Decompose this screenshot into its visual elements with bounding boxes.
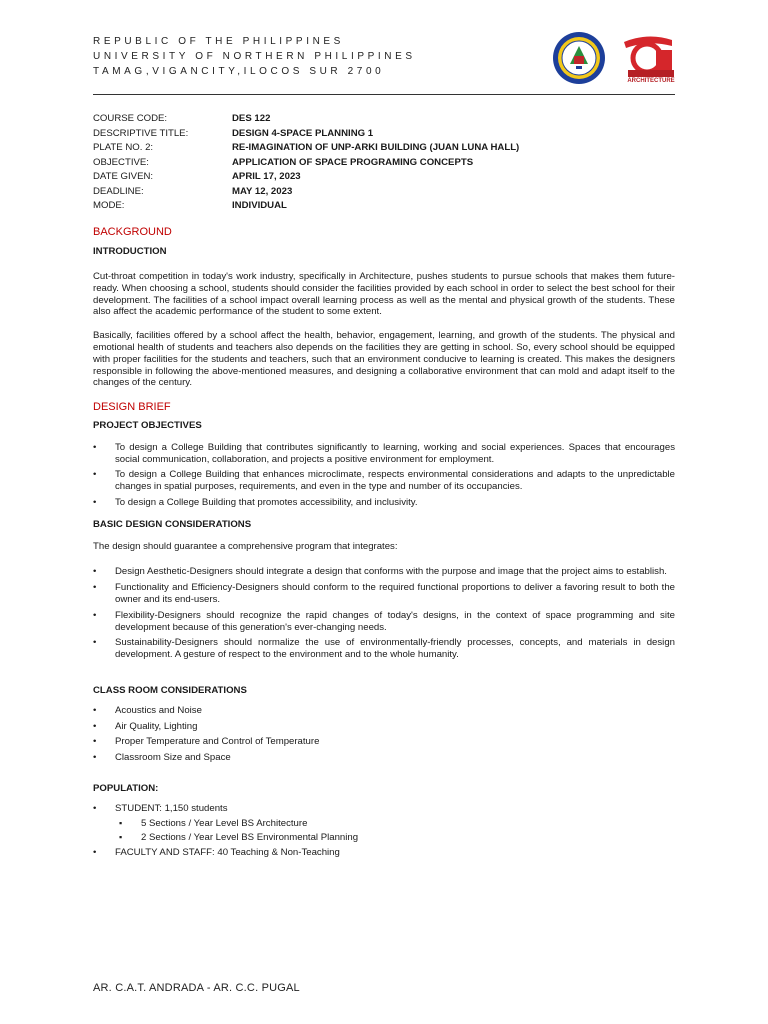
architecture-logo-icon xyxy=(624,36,675,84)
paragraph: Cut-throat competition in today's work industry, specifically in Architecture, pushes students to pursue schools that makes them future-ready. When choosing a school, students should consider the facilities provided by each school in order to select the best school for their development. The facilities of a school impact overall learning process as well as the mental and physical growth of the students. These also affect the academic performance of the student to some extent. xyxy=(93,271,675,318)
svg-text:ARCHITECTURE: ARCHITECTURE xyxy=(627,78,675,84)
document-body xyxy=(93,112,675,859)
list-item: • Classroom Size and Space xyxy=(93,752,675,764)
info-value: RE-IMAGINATION OF UNP-ARKI BUILDING (JUAN LUNA HALL) xyxy=(232,142,520,154)
info-row xyxy=(93,185,675,200)
unp-seal-icon xyxy=(553,32,605,84)
student-count: 1,150 students xyxy=(164,802,228,814)
population-list xyxy=(93,803,675,859)
logos xyxy=(552,30,682,86)
info-row xyxy=(93,156,675,171)
list-item: • Air Quality, Lighting xyxy=(93,721,675,733)
list-item xyxy=(93,637,675,661)
info-value: APRIL 17, 2023 xyxy=(232,171,301,183)
list-item xyxy=(93,847,675,859)
list-item xyxy=(117,818,675,830)
info-label: PLATE NO. 2: xyxy=(93,142,154,154)
term: Flexibility- xyxy=(115,609,158,621)
basic-considerations-list xyxy=(93,566,675,661)
subtitle-population: POPULATION: xyxy=(93,783,159,794)
list-item xyxy=(93,610,675,634)
faculty-label: FACULTY AND STAFF: xyxy=(115,847,218,859)
info-value: MAY 12, 2023 xyxy=(232,185,293,197)
course-info xyxy=(93,112,675,214)
term: Sustainability- xyxy=(115,637,175,649)
subtitle-basic-design: BASIC DESIGN CONSIDERATIONS xyxy=(93,518,252,530)
info-value: DESIGN 4-SPACE PLANNING 1 xyxy=(232,127,374,139)
section-count: 2 xyxy=(141,832,147,844)
info-value: APPLICATION OF SPACE PROGRAMING CONCEPTS xyxy=(232,156,474,168)
header-university: UNIVERSITY OF NORTHERN PHILIPPINES xyxy=(93,51,416,62)
term-description: Designers should conform to the required functional proportions to deliver a favoring result to both the owner and its end-users. xyxy=(115,582,675,606)
subtitle-introduction: INTRODUCTION xyxy=(93,246,167,258)
subtitle-classroom: CLASS ROOM CONSIDERATIONS xyxy=(93,685,247,697)
faculty-count: 40 Teaching & Non-Teaching xyxy=(217,847,340,859)
info-label: DESCRIPTIVE TITLE: xyxy=(93,127,189,139)
term: Design Aesthetic- xyxy=(115,566,190,578)
classroom-list xyxy=(93,705,675,764)
paragraph: Basically, facilities offered by a school affect the health, behavior, engagement, learning, and growth of the students. The physical and emotional health of students and teachers also depends on the facilities they are getting in school. So, every school should be equipped with proper facilities for the students and teachers, such that an environment conducive to learning is created. This makes the designers responsible in following the above-mentioned measures, and designing a collaborative environment that can mold and adapt itself to the changes of the century. xyxy=(93,330,675,389)
list-item: • To design a College Building that contributes significantly to learning, working and social experiences. Spaces that encourages social communication, collaboration, and projects a positive environment for employment. xyxy=(93,442,675,466)
info-row xyxy=(93,199,675,214)
header-rule xyxy=(93,94,675,95)
list-item xyxy=(93,582,675,606)
info-value: INDIVIDUAL xyxy=(232,200,287,212)
footer-authors: AR. C.A.T. ANDRADA - AR. C.C. PUGAL xyxy=(93,982,300,994)
list-item: • Proper Temperature and Control of Temperature xyxy=(93,736,675,748)
term: Functionality and Efficiency- xyxy=(115,582,236,594)
info-row xyxy=(93,170,675,185)
list-item xyxy=(117,832,675,844)
info-label: DEADLINE: xyxy=(93,185,144,197)
list-item xyxy=(93,803,675,844)
info-label: DATE GIVEN: xyxy=(93,171,154,183)
subtitle-project-objectives: PROJECT OBJECTIVES xyxy=(93,420,202,432)
list-item: • Acoustics and Noise xyxy=(93,705,675,717)
list-item: • To design a College Building that promotes accessibility, and inclusivity. xyxy=(93,497,675,509)
info-row xyxy=(93,141,675,156)
objectives-list xyxy=(93,442,675,509)
info-row xyxy=(93,127,675,142)
info-row xyxy=(93,112,675,127)
section-text: Sections / Year Level BS Environmental Planning xyxy=(146,832,359,844)
header-republic: REPUBLIC OF THE PHILIPPINES xyxy=(93,36,344,47)
info-label: COURSE CODE: xyxy=(93,113,168,125)
sections-list xyxy=(117,818,675,845)
term-description: Designers should integrate a design that conforms with the purpose and image that the project aims to establish. xyxy=(189,566,667,578)
section-count: 5 xyxy=(141,817,147,829)
term-description: Designers should recognize the rapid changes of today's designs, in the context of space programming and site development because of this generation's ever-changing needs. xyxy=(115,609,675,633)
list-item: • To design a College Building that enhances microclimate, respects environmental considerations and adapts to the unpredictable changes in spatial purposes, requirements, and even in the type and number of its occupancies. xyxy=(93,469,675,493)
student-label: STUDENT: xyxy=(115,802,165,814)
section-title-background: BACKGROUND xyxy=(93,225,172,238)
info-value: DES 122 xyxy=(232,113,271,125)
header-address: TAMAG,VIGANCITY,ILOCOS SUR 2700 xyxy=(93,66,385,77)
paragraph: The design should guarantee a comprehensive program that integrates: xyxy=(93,540,398,552)
term-description: Designers should normalize the use of environmentally-friendly processes, concepts, and materials in design development. A gesture of respect to the environment and to the whole humanity. xyxy=(115,637,675,661)
section-title-design-brief: DESIGN BRIEF xyxy=(93,401,171,414)
list-item xyxy=(93,566,675,578)
info-label: MODE: xyxy=(93,200,125,212)
section-text: Sections / Year Level BS Architecture xyxy=(146,817,308,829)
info-label: OBJECTIVE: xyxy=(93,156,149,168)
